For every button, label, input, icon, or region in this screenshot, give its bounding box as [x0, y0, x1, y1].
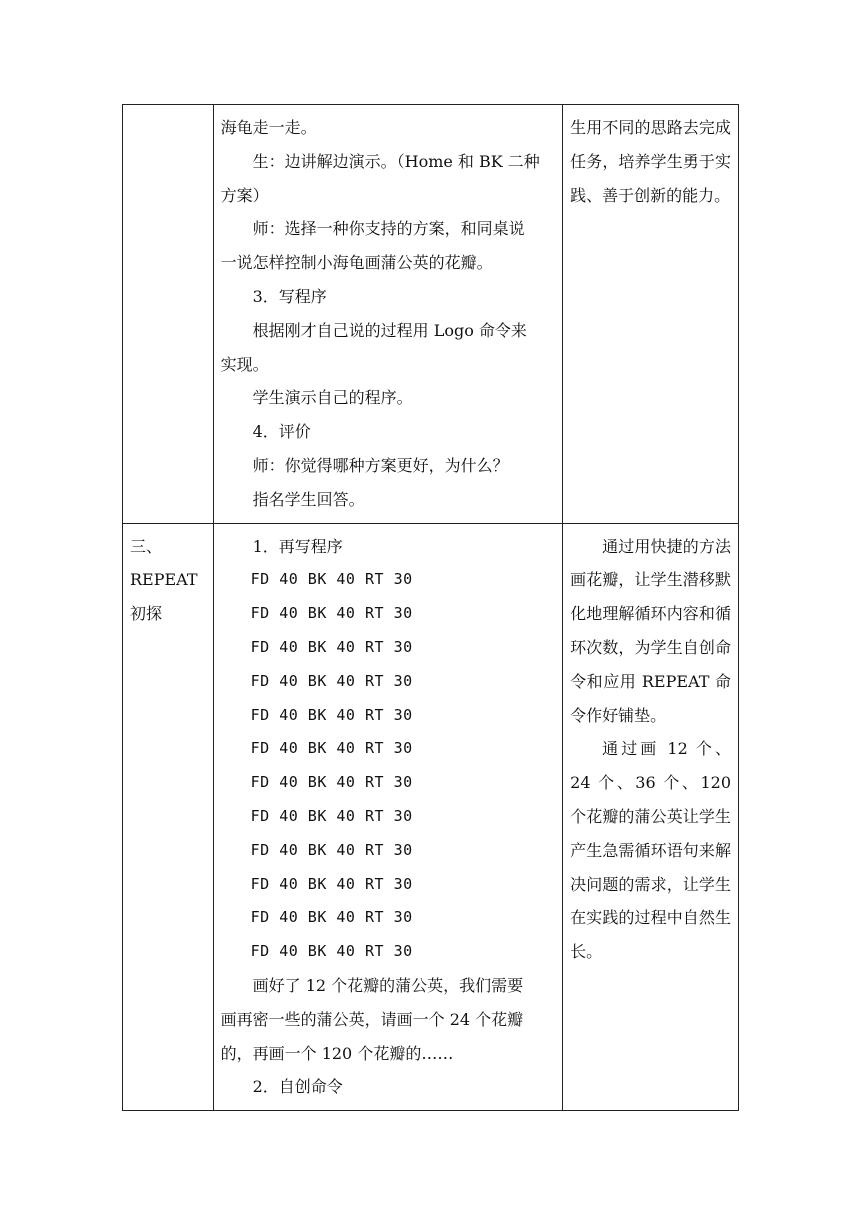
content-line: 师：你觉得哪种方案更好，为什么？	[252, 455, 509, 475]
lesson-plan-table	[122, 104, 739, 1111]
section-heading: 2．自创命令	[252, 1077, 343, 1097]
code-line: FD 40 BK 40 RT 30	[250, 908, 413, 927]
content-line: 学生演示自己的程序。	[252, 388, 413, 408]
code-line: FD 40 BK 40 RT 30	[250, 840, 413, 859]
content-line: 师：选择一种你支持的方案，和同桌说	[252, 219, 525, 239]
code-line: FD 40 BK 40 RT 30	[250, 604, 413, 623]
code-line: FD 40 BK 40 RT 30	[250, 773, 413, 792]
code-line: FD 40 BK 40 RT 30	[250, 570, 413, 589]
code-line: FD 40 BK 40 RT 30	[250, 637, 413, 656]
section-heading: 4．评价	[252, 422, 311, 442]
content-line: 指名学生回答。	[252, 489, 365, 509]
content-line: 方案）	[220, 185, 269, 205]
code-line: FD 40 BK 40 RT 30	[250, 874, 413, 893]
code-line: FD 40 BK 40 RT 30	[250, 739, 413, 758]
content-line: 实现。	[220, 354, 269, 374]
stage-label: 三、REPEAT 初探	[130, 536, 198, 624]
intent-paragraph: 通过用快捷的方法画花瓣，让学生潜移默化地理解循环内容和循环次数，为学生自创命令和应用 REPEAT 命令作好铺垫。	[570, 536, 731, 725]
code-line: FD 40 BK 40 RT 30	[250, 806, 413, 825]
intent-paragraph: 通过画 12 个、24 个、36 个、120 个花瓣的蒲公英让学生产生急需循环语句来解决问题的需求，让学生在实践的过程中自然生长。	[570, 739, 731, 962]
table-row	[123, 523, 739, 1111]
code-line: FD 40 BK 40 RT 30	[250, 942, 413, 961]
content-line: 一说怎样控制小海龟画蒲公英的花瓣。	[220, 253, 493, 273]
content-cell	[213, 523, 563, 1111]
content-line: 海龟走一走。	[220, 118, 317, 137]
code-line: FD 40 BK 40 RT 30	[250, 671, 413, 690]
content-line: 画再密一些的蒲公英，请画一个 24 个花瓣	[220, 1009, 524, 1029]
stage-cell	[123, 105, 214, 524]
content-line: 生：边讲解边演示。（Home 和 BK 二种	[252, 151, 540, 171]
intent-paragraph: 生用不同的思路去完成任务，培养学生勇于实践、善于创新的能力。	[570, 118, 731, 205]
code-line: FD 40 BK 40 RT 30	[250, 705, 413, 724]
intent-cell	[563, 523, 739, 1111]
content-line: 画好了 12 个花瓣的蒲公英，我们需要	[252, 975, 524, 995]
section-heading: 3．写程序	[252, 286, 327, 306]
content-cell	[213, 105, 563, 524]
content-line: 根据刚才自己说的过程用 Logo 命令来	[252, 320, 527, 340]
table-row	[123, 105, 739, 524]
section-heading: 1．再写程序	[252, 536, 343, 556]
intent-cell	[563, 105, 739, 524]
content-line: 的，再画一个 120 个花瓣的……	[220, 1043, 454, 1063]
stage-cell	[123, 523, 214, 1111]
